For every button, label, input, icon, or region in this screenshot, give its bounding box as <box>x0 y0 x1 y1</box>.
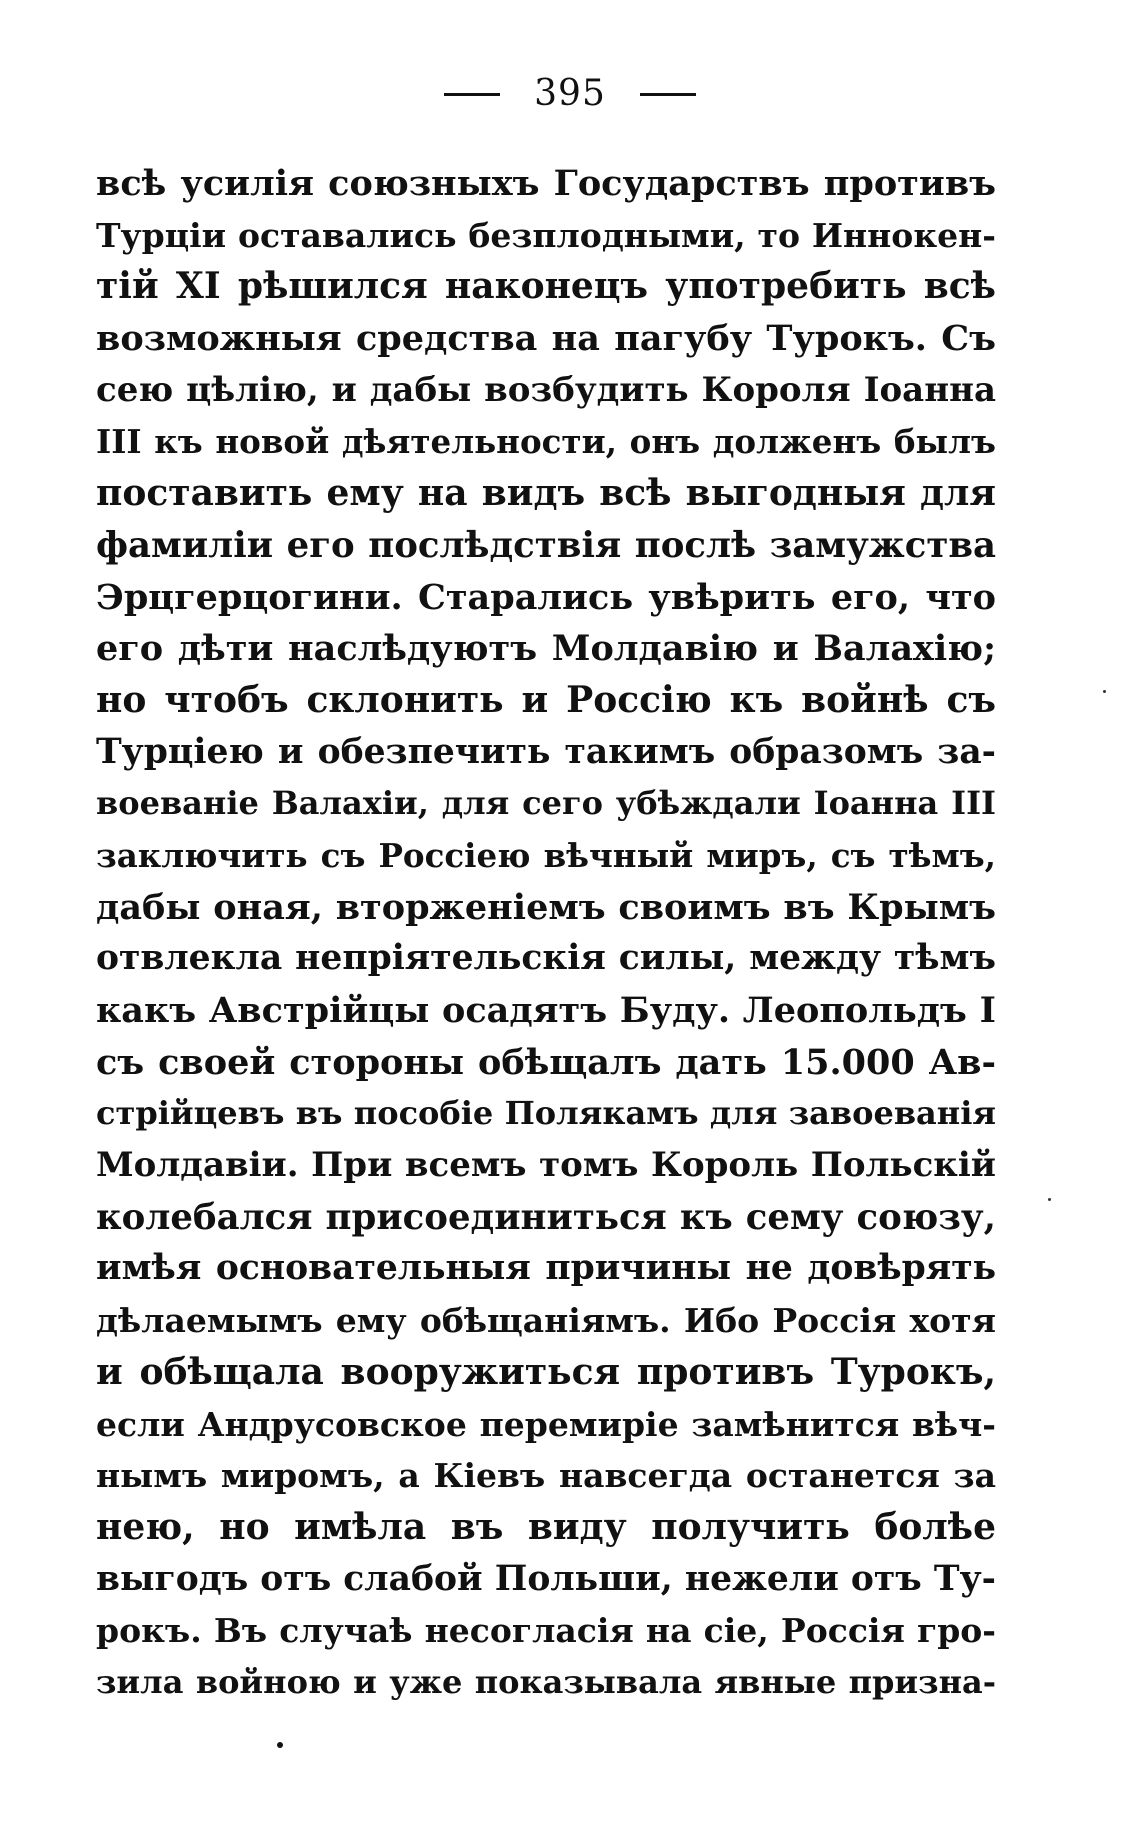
text-line: Турціею и обезпечить такимъ образомъ за- <box>96 731 996 772</box>
text-line: сею цѣлію, и дабы возбудить Короля Іоанна <box>96 369 996 410</box>
ink-speck <box>1048 1198 1051 1201</box>
ink-dot <box>277 1742 283 1748</box>
text-line: возможныя средства на пагубу Турокъ. Съ <box>96 318 996 360</box>
text-line: всѣ усилія союзныхъ Государствъ противъ <box>96 163 996 204</box>
text-line: III къ новой дѣятельности, онъ долженъ былъ <box>96 422 996 462</box>
text-line: тій XI рѣшился наконецъ употребить всѣ <box>96 265 996 308</box>
text-line: выгодъ отъ слабой Польши, нежели отъ Ту- <box>96 1558 996 1599</box>
text-line: съ своей стороны обѣщалъ дать 15.000 Ав- <box>96 1041 996 1083</box>
header-dash-right <box>640 93 696 96</box>
text-line: заключить съ Россіею вѣчный миръ, съ тѣмъ, <box>96 835 996 875</box>
page-header <box>0 70 1140 116</box>
text-line: но чтобъ склонить и Россію къ войнѣ съ <box>96 678 996 721</box>
text-line: Турціи оставались безплодными, то Иннокен- <box>96 215 996 255</box>
text-line: имѣя основательныя причины не довѣрять <box>96 1248 996 1289</box>
text-line: нею, но имѣла въ виду получить болѣе <box>96 1505 996 1548</box>
ink-speck <box>1103 690 1106 693</box>
text-line: нымъ миромъ, а Кіевъ навсегда останется за <box>96 1456 996 1496</box>
text-line: если Андрусовское перемиріе замѣнится вѣч- <box>96 1404 996 1444</box>
text-line: фамиліи его послѣдствія послѣ замужства <box>96 524 996 566</box>
text-line: рокъ. Въ случаѣ несогласія на сіе, Россія гро- <box>96 1611 996 1651</box>
text-line: отвлекла непріятельскія силы, между тѣмъ <box>96 938 996 979</box>
text-line: стрійцевъ въ пособіе Полякамъ для завоеванія <box>96 1094 996 1133</box>
text-line: какъ Австрійцы осадятъ Буду. Леопольдъ I <box>96 990 996 1031</box>
text-line: поставить ему на видъ всѣ выгодныя для <box>96 472 996 515</box>
page-number: 395 <box>534 73 606 114</box>
header-dash-left <box>444 93 500 96</box>
body-text <box>96 158 996 1709</box>
text-line: дѣлаемымъ ему обѣщаніямъ. Ибо Россія хотя <box>96 1301 996 1341</box>
text-line: зила войною и уже показывала явные призна- <box>96 1662 996 1701</box>
text-line: дабы оная, вторженіемъ своимъ въ Крымъ <box>96 886 996 928</box>
text-line: Молдавіи. При всемъ томъ Король Польскій <box>96 1145 996 1186</box>
text-line: его дѣти наслѣдуютъ Молдавію и Валахію; <box>96 628 996 670</box>
text-line: Эрцгерцогини. Старались увѣрить его, что <box>96 576 996 618</box>
text-line: воеваніе Валахіи, для сего убѣждали Іоанна III <box>96 784 996 823</box>
text-line: и обѣщала вооружиться противъ Турокъ, <box>96 1350 996 1393</box>
text-line: колебался присоединиться къ сему союзу, <box>96 1196 996 1238</box>
